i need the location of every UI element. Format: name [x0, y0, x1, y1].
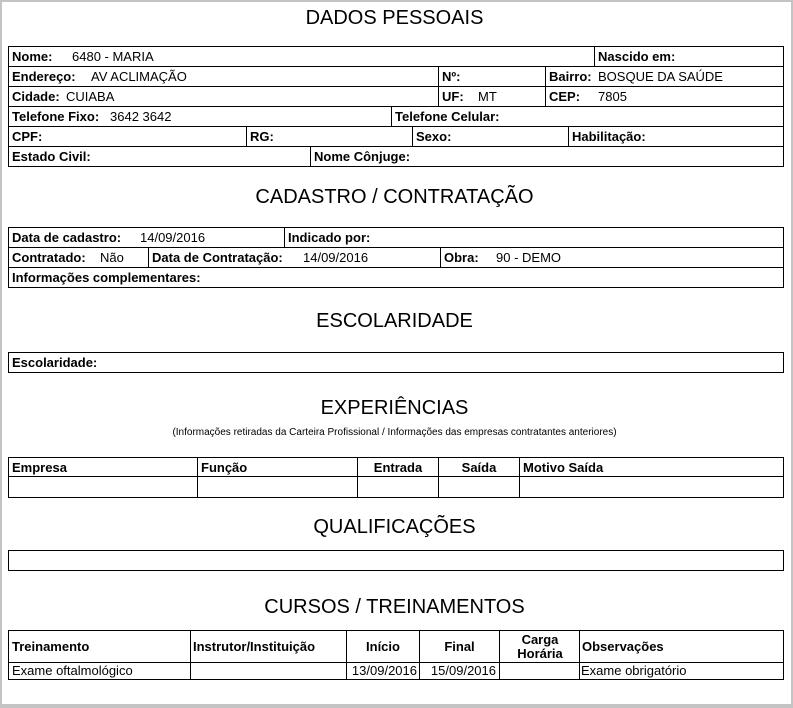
courses-col-divider: [499, 631, 500, 679]
sex-label: Sexo:: [412, 127, 569, 146]
city-value: CUIABA: [66, 89, 115, 104]
experience-note: (Informações retiradas da Carteira Profissional / Informações das empresas contratantes anteriores): [172, 427, 617, 438]
courses-col-start: Início: [366, 639, 400, 654]
hire-date-label: Data de Contratação:: [148, 248, 441, 267]
name-value: 6480 - MARIA: [72, 49, 154, 64]
hired-value: Não: [100, 250, 124, 265]
phone-label: Telefone Fixo:: [12, 109, 100, 124]
hired-label: Contratado:: [12, 250, 86, 265]
row-hired: [8, 247, 784, 268]
district-value: BOSQUE DA SAÚDE: [598, 69, 723, 84]
experience-col-divider: [519, 458, 520, 497]
course-row-start: 13/09/2016: [351, 663, 417, 678]
row-education: [8, 352, 784, 373]
mobile-label: Telefone Celular:: [391, 107, 785, 126]
section-title-personal: DADOS PESSOAIS: [305, 7, 484, 29]
city-label: Cidade:: [12, 89, 60, 104]
address-value: AV ACLIMAÇÃO: [91, 69, 187, 84]
courses-col-notes: Observações: [582, 639, 664, 654]
courses-col-training: Treinamento: [12, 639, 90, 654]
work-value: 90 - DEMO: [496, 250, 562, 265]
name-label: Nome:: [12, 49, 53, 64]
experience-table: [8, 457, 784, 498]
courses-col-divider: [579, 631, 580, 679]
registration-date-label: Data de cadastro:: [12, 230, 122, 245]
courses-col-divider: [190, 631, 191, 679]
course-row-end: 15/09/2016: [430, 663, 496, 678]
number-label: Nº:: [438, 67, 546, 86]
experience-col-role: Função: [201, 460, 248, 475]
row-registration-date: [8, 227, 784, 248]
spouse-label: Nome Cônjuge:: [310, 147, 785, 166]
education-label: Escolaridade:: [12, 355, 98, 370]
section-title-courses: CURSOS / TREINAMENTOS: [264, 596, 525, 618]
row-marital: [8, 146, 784, 167]
experience-col-company: Empresa: [12, 460, 67, 475]
work-label: Obra:: [440, 248, 785, 267]
rg-label: RG:: [246, 127, 413, 146]
state-value: MT: [478, 89, 497, 104]
experience-col-end: Saída: [461, 460, 497, 475]
registration-date-value: 14/09/2016: [140, 230, 206, 245]
license-label: Habilitação:: [568, 127, 785, 146]
phone-value: 3642 3642: [110, 109, 172, 124]
experience-col-divider: [197, 458, 198, 497]
row-documents: [8, 126, 784, 147]
experience-header-divider: [9, 476, 783, 477]
row-name: [8, 46, 784, 67]
hire-date-value: 14/09/2016: [303, 250, 369, 265]
referred-label: Indicado por:: [284, 228, 785, 247]
course-row-notes: Exame obrigatório: [581, 663, 687, 678]
experience-col-reason: Motivo Saída: [523, 460, 604, 475]
row-extra-info: [8, 267, 784, 288]
row-qualifications: [8, 550, 784, 571]
address-label: Endereço:: [12, 69, 76, 84]
row-phone: [8, 106, 784, 127]
state-label: UF:: [438, 87, 546, 106]
section-title-qualifications: QUALIFICAÇÕES: [313, 516, 476, 538]
zip-value: 7805: [598, 89, 627, 104]
zip-label: CEP:: [545, 87, 785, 106]
section-title-registration: CADASTRO / CONTRATAÇÃO: [255, 186, 534, 208]
cpf-label: CPF:: [12, 129, 43, 144]
experience-col-start: Entrada: [373, 460, 423, 475]
course-row-training: Exame oftalmológico: [12, 663, 133, 678]
row-city: [8, 86, 784, 107]
courses-col-hours: Carga Horária: [517, 632, 563, 661]
district-label: Bairro:: [545, 67, 785, 86]
extra-info-label: Informações complementares:: [12, 270, 201, 285]
section-title-education: ESCOLARIDADE: [316, 310, 473, 332]
section-title-experience: EXPERIÊNCIAS: [320, 397, 469, 419]
birth-label: Nascido em:: [594, 47, 784, 66]
courses-col-end: Final: [444, 639, 475, 654]
courses-col-instructor: Instrutor/Instituição: [193, 639, 316, 654]
marital-label: Estado Civil:: [12, 149, 91, 164]
row-address: [8, 66, 784, 87]
courses-table: [8, 630, 784, 680]
